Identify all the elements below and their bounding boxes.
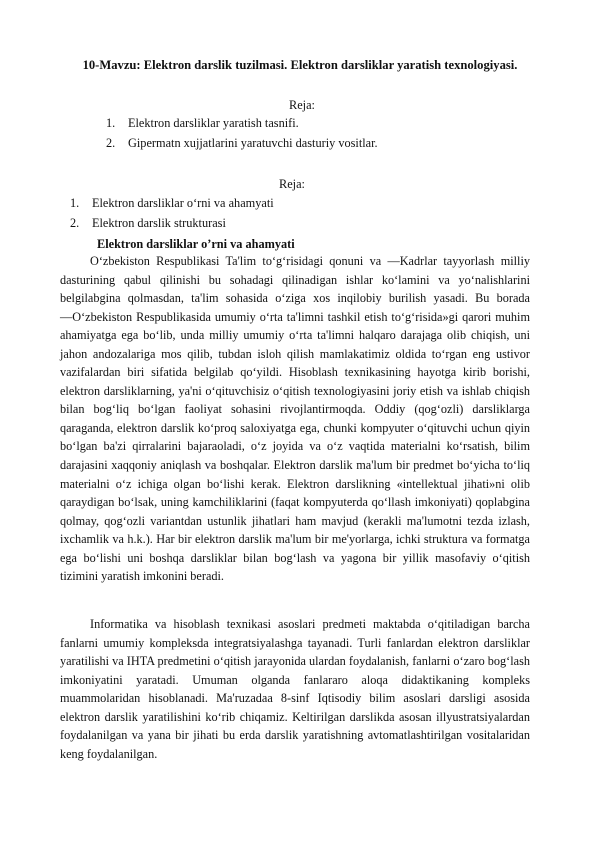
list-item-text: Elektron darsliklar o‘rni va ahamyati xyxy=(92,196,274,210)
list-item-text: Elektron darslik strukturasi xyxy=(92,216,226,230)
list-item-text: Gipermatn xujjatlarini yaratuvchi dasturiy vositlar. xyxy=(128,136,378,150)
plan-heading-second: Reja: xyxy=(279,177,305,191)
document-title: 10-Mavzu: Elektron darslik tuzilmasi. Elektron darsliklar yaratish texnologiyasi. xyxy=(82,58,518,72)
body-paragraph: O‘zbekiston Respublikasi Ta'lim to‘g‘risidagi qonuni va ―Kadrlar tayyorlash milliy dasturining qabul qilinishi bu sohadagi qilinadigan ishlar ko‘lamini va yo‘nalishlarini belgilabgina qolmasdan, ta'lim sohasida o‘ziga xos inqilobiy burilish yasadi. Bu borada ―O‘zbekiston Respublikasida umumiy o‘rta ta'limni tashkil etish to‘g‘risida»gi qarori muhim ahamiyatga ega bo‘lib, unda milliy umumiy o‘rta ta'limni halqaro darajaga olib chiqish, uni jahon andozalariga mos qilib, tubdan isloh qilish mamlakatimiz oldida to‘rgan eng ustivor vazifalardan biri sifatida belgilab qo‘yildi. Hisoblash texnikasining hayotga kirib borishi, elektron darsliklarning, ya'ni o‘qituvchisiz o‘qitish texnologiyasini joriy etish va ishlab chiqish bilan bog‘liq bo‘lgan faoliyat sohasini rivojlantirmoqda. Oddiy (qog‘ozli) darsliklarga qaraganda, elektron darslik ko‘proq saloxiyatga ega, chunki kompyuter o‘qituvchi uchun qiyin bo‘lgan ba'zi qirralarini bajaraoladi, o‘z joyida va o‘z vaqtida materialni ko‘rsatish, bilim darajasini xaqqoniy aniqlash va boshqalar. Elektron darslik ma'lum bir predmet bo‘yicha to‘liq materialni o‘z ichiga olgan bo‘lishi kerak. Elektron darslikning «intellektual jihati»ni olib qaraydigan bo‘lsak, uning kamchiliklarini (faqat kompyuterda qo‘llash imkoniyati) qoplabgina qolmay, qog‘ozli variantdan ustunlik jihatlari ham mavjud (kerakli ma'lumotni tezda izlash, ixchamlik va h.k.). Har bir elektron darslik ma'lum bir me'yorlarga, ichki struktura va formatga ega bo‘lishi uni boshqa darsliklar bilan bog‘lash va yagona bir yillik masofaviy o‘qitish tizimini yaratish imkonini beradi. xyxy=(60,254,530,584)
list-item-number: 2. xyxy=(106,136,116,150)
list-item-number: 2. xyxy=(70,216,80,230)
body-paragraph: Informatika va hisoblash texnikasi asoslari predmeti maktabda o‘qitiladigan barcha fanlarni umumiy kompleksda integratsiyalashga tayanadi. Turli fanlardan elektron darsliklar yaratilishi va IHTA predmetini o‘qitish jarayonida ulardan foydalanish, fanlarni o‘zaro bog‘lash imkoniyatini yaratadi. Umuman olganda fanlararo aloqa didaktikaning kompleks muammolaridan hisoblanadi. Ma'ruzadaa 8-sinf Iqtisodiy bilim asoslari darsligi asosida elektron darslik yaratilishini ko‘rib chiqamiz. Keltirilgan darslikda asosan illyustratsiyalardan foydalanilgan va yana bir jihati bu erda darslik yaratishning avtomatlashtirilgan vositalaridan keng foydalanilgan. xyxy=(60,617,530,761)
list-item-number: 1. xyxy=(106,116,116,130)
list-item-number: 1. xyxy=(70,196,80,210)
section-heading: Elektron darsliklar o’rni va ahamyati xyxy=(97,237,295,251)
plan-heading: Reja: xyxy=(289,98,315,112)
list-item-text: Elektron darsliklar yaratish tasnifi. xyxy=(128,116,299,130)
